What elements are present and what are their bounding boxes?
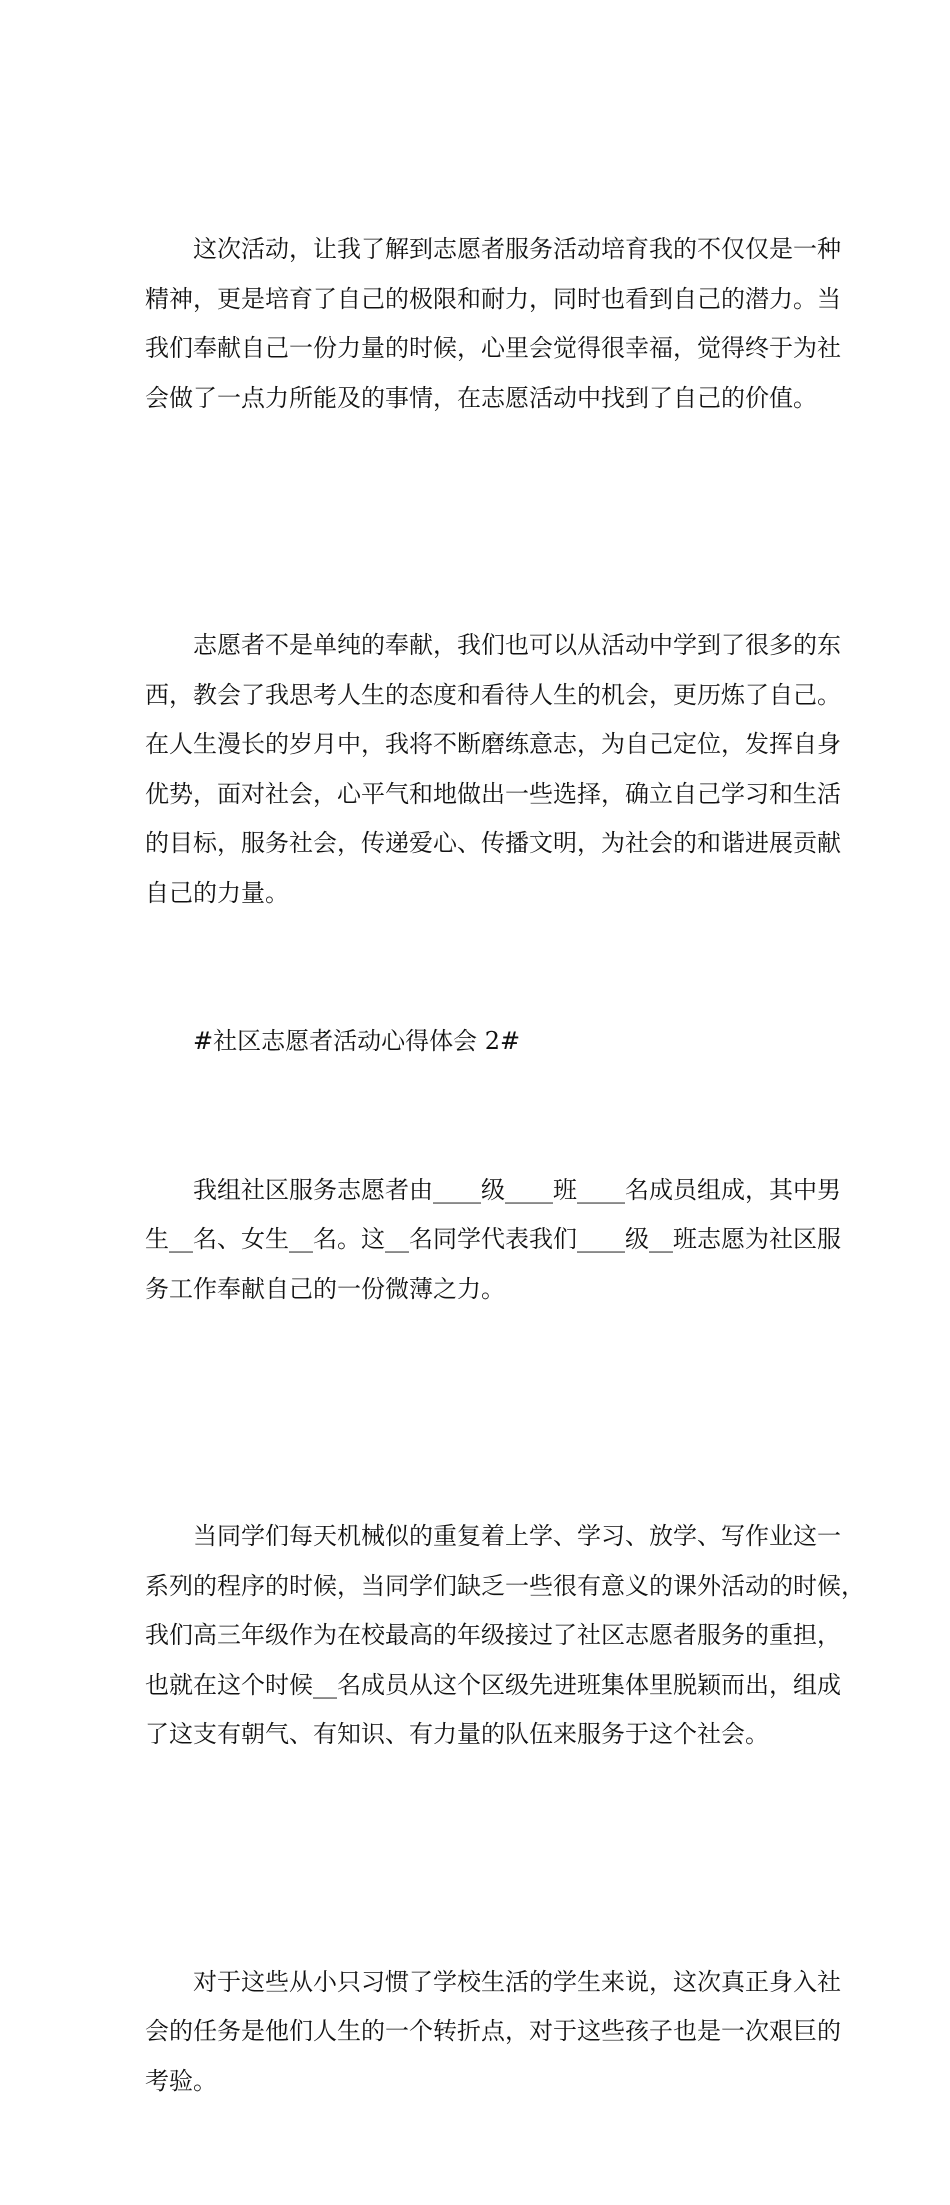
paragraph-line: 在人生漫长的岁月中，我将不断磨练意志，为自己定位，发挥自身 (145, 720, 823, 770)
paragraph-line: 考验。 (145, 2057, 823, 2107)
paragraph-line: 对于这些从小只习惯了学校生活的学生来说，这次真正身入社 (145, 1958, 823, 2008)
paragraph-5 (145, 1859, 823, 2205)
paragraph-line: 自己的力量。 (145, 869, 823, 919)
paragraph-line: 也就在这个时候__名成员从这个区级先进班集体里脱颖而出，组成 (145, 1661, 823, 1711)
paragraph-line: 系列的程序的时候，当同学们缺乏一些很有意义的课外活动的时候， (145, 1562, 823, 1612)
paragraph-line: 生__名、女生__名。这__名同学代表我们____级__班志愿为社区服 (145, 1215, 823, 1265)
paragraph-line: 这次活动，让我了解到志愿者服务活动培育我的不仅仅是一种 (145, 225, 823, 275)
paragraph-line: 我们奉献自己一份力量的时候，心里会觉得很幸福，觉得终于为社 (145, 324, 823, 374)
paragraph-line: 了这支有朝气、有知识、有力量的队伍来服务于这个社会。 (145, 1710, 823, 1760)
paragraph-line: 志愿者不是单纯的奉献，我们也可以从活动中学到了很多的东 (145, 621, 823, 671)
paragraph-4 (145, 1413, 823, 1859)
paragraph-line: 精神，更是培育了自己的极限和耐力，同时也看到自己的潜力。当 (145, 275, 823, 325)
section-heading: #社区志愿者活动心得体会 2# (145, 1017, 823, 1067)
paragraph-line: 我组社区服务志愿者由____级____班____名成员组成，其中男 (145, 1166, 823, 1216)
document-body (145, 126, 823, 2205)
paragraph-line: 优势，面对社会，心平气和地做出一些选择，确立自己学习和生活 (145, 770, 823, 820)
paragraph-1 (145, 126, 823, 522)
paragraph-line: 务工作奉献自己的一份微薄之力。 (145, 1265, 823, 1315)
paragraph-3 (145, 1067, 823, 1414)
paragraph-line: 当同学们每天机械似的重复着上学、学习、放学、写作业这一 (145, 1512, 823, 1562)
paragraph-2 (145, 522, 823, 1017)
paragraph-line: 会做了一点力所能及的事情，在志愿活动中找到了自己的价值。 (145, 374, 823, 424)
paragraph-line: 会的任务是他们人生的一个转折点，对于这些孩子也是一次艰巨的 (145, 2007, 823, 2057)
paragraph-line: 我们高三年级作为在校最高的年级接过了社区志愿者服务的重担， (145, 1611, 823, 1661)
paragraph-line: 西，教会了我思考人生的态度和看待人生的机会，更历炼了自己。 (145, 671, 823, 721)
paragraph-line: 的目标，服务社会，传递爱心、传播文明，为社会的和谐进展贡献 (145, 819, 823, 869)
